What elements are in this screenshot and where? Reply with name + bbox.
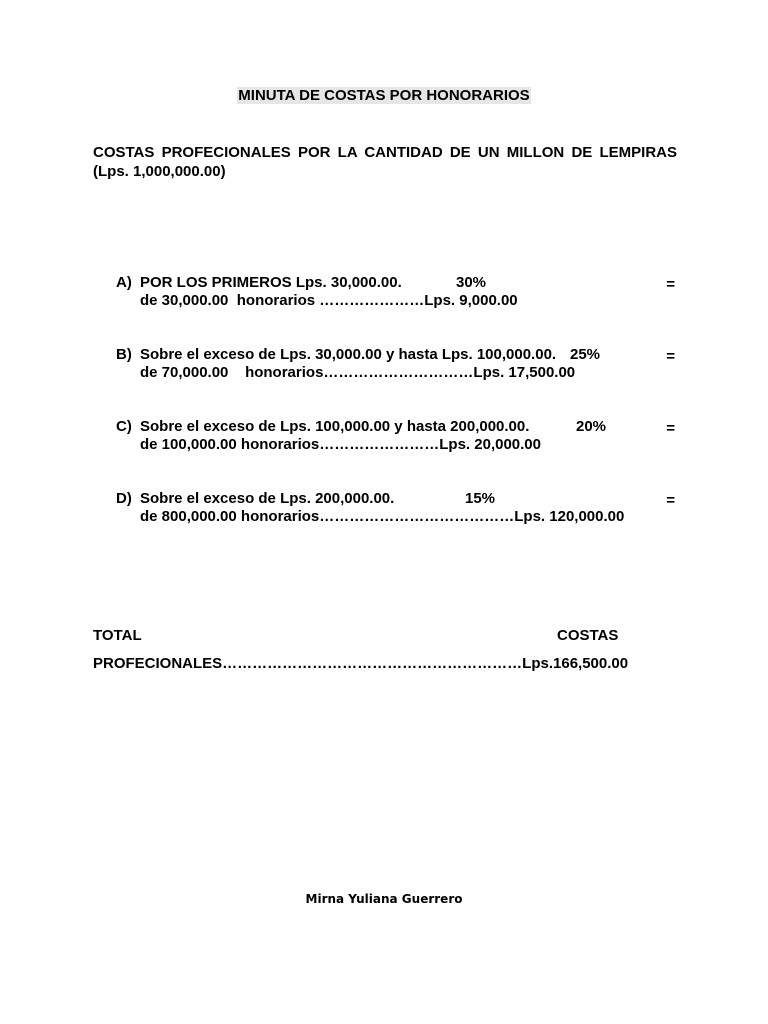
- item-detail: de 100,000.00 honorarios……………………Lps. 20,000.00: [140, 436, 541, 453]
- costas-label: COSTAS: [557, 627, 619, 644]
- item-text: Sobre el exceso de Lps. 100,000.00 y hasta 200,000.00.: [140, 418, 530, 435]
- item-text: POR LOS PRIMEROS Lps. 30,000.00.: [140, 274, 402, 291]
- item-detail: de 70,000.00 honorarios…………………………Lps. 17,500.00: [140, 364, 576, 381]
- document-title: [0, 87, 768, 105]
- signature-name: Mirna Yuliana Guerrero: [305, 892, 463, 906]
- item-equals: =: [666, 276, 675, 293]
- list-item-b: [116, 345, 677, 385]
- list-item-c: [116, 417, 677, 457]
- item-letter: B): [116, 346, 132, 363]
- item-equals: =: [666, 492, 675, 509]
- item-letter: D): [116, 490, 132, 507]
- total-label: TOTAL: [93, 627, 142, 644]
- item-percent: 20%: [576, 418, 607, 435]
- item-detail: de 800,000.00 honorarios…………………………………Lps. 120,000.00: [140, 508, 625, 525]
- item-percent: 15%: [465, 490, 496, 507]
- item-equals: =: [666, 348, 675, 365]
- total-amount-line: PROFECIONALES……………………………………………………Lps.166,500.00: [93, 655, 629, 672]
- item-letter: C): [116, 418, 132, 435]
- item-text: Sobre el exceso de Lps. 200,000.00.: [140, 490, 395, 507]
- item-equals: =: [666, 420, 675, 437]
- item-text: Sobre el exceso de Lps. 30,000.00 y hasta Lps. 100,000.00.: [140, 346, 557, 363]
- intro-paragraph: COSTAS PROFECIONALES POR LA CANTIDAD DE UN MILLON DE LEMPIRAS (Lps. 1,000,000.00): [93, 144, 677, 180]
- item-letter: A): [116, 274, 132, 291]
- list-item-d: [116, 489, 677, 529]
- item-detail: de 30,000.00 honorarios …………………Lps. 9,000.00: [140, 292, 518, 309]
- item-percent: 25%: [570, 346, 601, 363]
- item-percent: 30%: [456, 274, 487, 291]
- list-item-a: [116, 273, 677, 313]
- document-title-text: MINUTA DE COSTAS POR HONORARIOS: [238, 87, 530, 104]
